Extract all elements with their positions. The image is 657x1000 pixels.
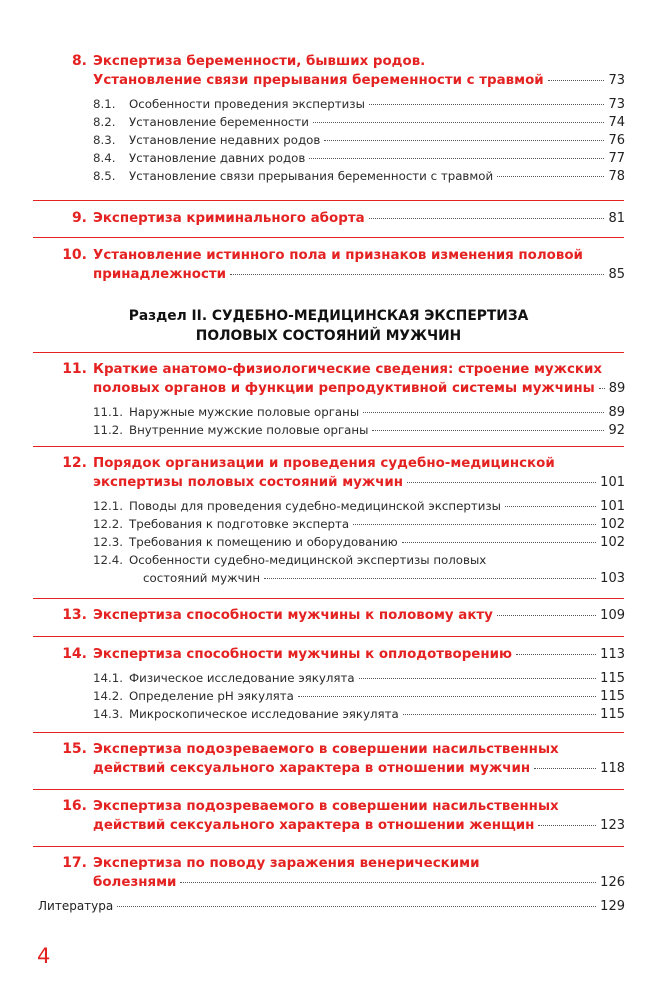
- chapter-divider: [33, 446, 624, 447]
- subsection-page: 101: [600, 499, 625, 514]
- leader-dots: [402, 542, 596, 543]
- chapter-title-line: Краткие анатомо-физиологические сведения: строение мужских: [93, 362, 603, 377]
- subsection-number: 14.3.: [93, 707, 124, 721]
- chapter-divider: [33, 200, 624, 201]
- subsection-title: Требования к подготовке эксперта: [129, 517, 350, 531]
- chapter-title-line: Экспертиза по поводу заражения венерическими: [93, 856, 480, 871]
- leader-dots: [363, 412, 604, 413]
- chapter-page: 73: [608, 73, 625, 88]
- leader-dots: [505, 506, 596, 507]
- chapter-page: 109: [600, 608, 625, 623]
- chapter-title-line: болезнями: [93, 875, 177, 890]
- toc-literature[interactable]: [38, 897, 625, 916]
- chapter-number: 11.: [62, 361, 87, 377]
- subsection-title: Установление связи прерывания беременности с травмой: [129, 169, 494, 183]
- subsection-page: 78: [608, 169, 625, 184]
- toc-subsection[interactable]: [93, 497, 625, 515]
- literature-page: 129: [600, 899, 625, 914]
- leader-dots: [353, 524, 596, 525]
- chapter-divider: [33, 598, 624, 599]
- subsection-number: 8.1.: [93, 97, 116, 111]
- chapter-title-line: экспертизы половых состояний мужчин: [93, 475, 404, 490]
- toc-subsection[interactable]: [93, 687, 625, 705]
- chapter-number: 17.: [62, 855, 87, 871]
- chapter-divider: [33, 846, 624, 847]
- leader-dots: [538, 825, 596, 826]
- leader-dots: [230, 274, 604, 275]
- chapter-number: 16.: [62, 798, 87, 814]
- chapter-page: 81: [608, 211, 625, 226]
- subsection-title: Установление беременности: [129, 115, 309, 129]
- chapter-title-line: принадлежности: [93, 267, 227, 282]
- leader-dots: [324, 140, 604, 141]
- subsection-page: 73: [608, 97, 625, 112]
- subsection-title: Определение pH эякулята: [129, 689, 294, 703]
- subsection-title: состояний мужчин: [143, 571, 261, 585]
- subsection-number: 12.1.: [93, 499, 124, 513]
- subsection-page: 102: [600, 517, 625, 532]
- chapter-divider: [33, 732, 624, 733]
- subsection-number: 12.3.: [93, 535, 124, 549]
- subsection-number: 12.4.: [93, 553, 124, 567]
- subsection-title: Внутренние мужские половые органы: [129, 423, 369, 437]
- leader-dots: [117, 906, 596, 907]
- chapter-title-line: Экспертиза способности мужчины к оплодотворению: [93, 647, 513, 662]
- leader-dots: [497, 615, 596, 616]
- chapter-number: 8.: [71, 53, 87, 69]
- leader-dots: [369, 104, 605, 105]
- subsection-number: 8.5.: [93, 169, 116, 183]
- leader-dots: [497, 176, 604, 177]
- chapter-title-line: действий сексуального характера в отношении мужчин: [93, 761, 531, 776]
- leader-dots: [359, 678, 597, 679]
- toc-subsection[interactable]: [93, 551, 625, 588]
- toc-subsection[interactable]: [93, 167, 625, 185]
- subsection-page: 76: [608, 133, 625, 148]
- toc-subsection[interactable]: [93, 533, 625, 551]
- subsection-title: Установление давних родов: [129, 151, 306, 165]
- chapter-number: 12.: [62, 455, 87, 471]
- literature-label: Литература: [38, 899, 114, 913]
- subsection-title: Установление недавних родов: [129, 133, 321, 147]
- chapter-number: 13.: [62, 607, 87, 623]
- section-heading: [0, 306, 657, 346]
- chapter-title-line: Установление связи прерывания беременности с травмой: [93, 73, 544, 88]
- leader-dots: [534, 768, 596, 769]
- subsection-title: Микроскопическое исследование эякулята: [129, 707, 399, 721]
- subsection-title: Физическое исследование эякулята: [129, 671, 355, 685]
- chapter-title-line: Экспертиза криминального аборта: [93, 211, 365, 226]
- chapter-page: 118: [600, 761, 625, 776]
- chapter-number: 15.: [62, 741, 87, 757]
- chapter-page: 113: [600, 647, 625, 662]
- chapter-number: 10.: [62, 247, 87, 263]
- chapter-page: 123: [600, 818, 625, 833]
- section-heading-line: ПОЛОВЫХ СОСТОЯНИЙ МУЖЧИН: [195, 328, 462, 344]
- chapter-number: 9.: [71, 210, 87, 226]
- chapter-divider: [33, 352, 624, 353]
- subsection-title: Особенности проведения экспертизы: [129, 97, 365, 111]
- page-number: 4: [37, 944, 51, 968]
- subsection-page: 115: [600, 671, 625, 686]
- chapter-title-line: Экспертиза подозреваемого в совершении насильственных: [93, 799, 559, 814]
- chapter-page: 89: [608, 381, 626, 396]
- toc-subsection[interactable]: [93, 515, 625, 533]
- subsection-number: 12.2.: [93, 517, 124, 531]
- subsection-title: Требования к помещению и оборудованию: [129, 535, 398, 549]
- toc-subsection[interactable]: [93, 149, 625, 167]
- chapter-page: 126: [600, 875, 625, 890]
- chapter-title-line: половых органов и функции репродуктивной системы мужчины: [93, 381, 595, 396]
- subsection-title: Наружные мужские половые органы: [129, 405, 360, 419]
- toc-subsection[interactable]: [93, 669, 625, 687]
- leader-dots: [298, 696, 596, 697]
- chapter-title-line: Экспертиза подозреваемого в совершении насильственных: [93, 742, 559, 757]
- subsection-number: 8.3.: [93, 133, 116, 147]
- leader-dots: [516, 654, 596, 655]
- subsection-page: 103: [600, 571, 625, 586]
- subsection-page: 115: [600, 689, 625, 704]
- leader-dots: [313, 122, 605, 123]
- subsection-page: 115: [600, 707, 625, 722]
- leader-dots: [264, 578, 596, 579]
- toc-subsection[interactable]: [93, 131, 625, 149]
- subsection-page: 92: [608, 423, 625, 438]
- subsection-number: 14.2.: [93, 689, 124, 703]
- toc-subsection[interactable]: [93, 421, 625, 439]
- toc-subsection[interactable]: [93, 403, 625, 421]
- subsection-number: 14.1.: [93, 671, 124, 685]
- subsection-page: 89: [608, 405, 625, 420]
- leader-dots: [372, 430, 604, 431]
- chapter-title-line: действий сексуального характера в отношении женщин: [93, 818, 535, 833]
- subsection-number: 11.1.: [93, 405, 124, 419]
- leader-dots: [403, 714, 596, 715]
- chapter-page: 101: [600, 475, 625, 490]
- leader-dots: [548, 80, 605, 81]
- subsection-page: 102: [600, 535, 625, 550]
- chapter-divider: [33, 237, 624, 238]
- subsection-page: 74: [608, 115, 625, 130]
- chapter-number: 14.: [62, 646, 87, 662]
- subsection-title: Поводы для проведения судебно-медицинской экспертизы: [129, 499, 501, 513]
- chapter-title-line: Экспертиза беременности, бывших родов.: [93, 54, 426, 69]
- leader-dots: [369, 218, 605, 219]
- subsection-number: 8.4.: [93, 151, 116, 165]
- chapter-divider: [33, 636, 624, 637]
- toc-subsection[interactable]: [93, 95, 625, 113]
- chapter-title-line: Порядок организации и проведения судебно-медицинской: [93, 456, 555, 471]
- leader-dots: [407, 482, 596, 483]
- toc-subsection[interactable]: [93, 113, 625, 131]
- toc-subsection[interactable]: [93, 705, 625, 723]
- leader-dots: [180, 882, 596, 883]
- chapter-title-line: Установление истинного пола и признаков изменения половой: [93, 248, 583, 263]
- subsection-title: Особенности судебно-медицинской экспертизы половых: [129, 553, 487, 567]
- subsection-number: 11.2.: [93, 423, 124, 437]
- section-heading-line: Раздел II. СУДЕБНО-МЕДИЦИНСКАЯ ЭКСПЕРТИЗА: [128, 308, 529, 324]
- subsection-number: 8.2.: [93, 115, 116, 129]
- leader-dots: [309, 158, 604, 159]
- leader-dots: [599, 388, 605, 389]
- chapter-divider: [33, 789, 624, 790]
- chapter-title-line: Экспертиза способности мужчины к половому акту: [93, 608, 493, 623]
- chapter-page: 85: [608, 267, 625, 282]
- subsection-page: 77: [608, 151, 625, 166]
